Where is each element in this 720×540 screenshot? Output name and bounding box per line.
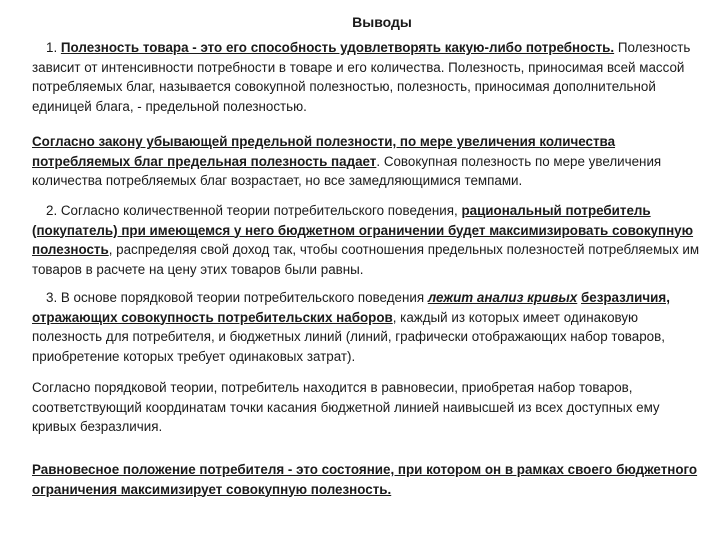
paragraph-2-text: . Совокупная полезность по мере увеличения количества потребляемых благ возрастает, но все замедляющимися темпами. [32, 153, 662, 188]
diminishing-utility-law: Согласно закону убывающей предельной полезности, по мере увеличения количества потребляемых благ предельная полезность падает [32, 134, 616, 169]
paragraph-4-intro: 3. В основе порядковой теории потребительского поведения [46, 290, 425, 305]
paragraph-3 [32, 201, 702, 279]
list-number-1: 1. [46, 40, 58, 55]
rational-consumer-statement: рациональный потребитель (покупатель) при имеющемся у него бюджетном ограничении будет максимизировать совокупную полезность [32, 203, 694, 257]
paragraph-1 [32, 38, 702, 116]
page-title: Выводы [352, 14, 412, 30]
paragraph-6 [32, 460, 702, 499]
consumer-sets-statement: безразличия, отражающих совокупность потребительских наборов [32, 290, 670, 325]
equilibrium-definition: Равновесное положение потребителя - это состояние, при котором он в рамках своего бюджетного ограничения максимизирует совокупную полезность. [32, 462, 698, 497]
indifference-curves-analysis: лежит анализ кривых [427, 290, 578, 305]
paragraph-5 [32, 378, 702, 437]
paragraph-3-text: , распределяя свой доход так, чтобы соотношения предельных полезностей потребляемых им товаров в расчете на цену этих товаров были равны. [32, 242, 700, 277]
paragraph-5-text: Согласно порядковой теории, потребитель находится в равновесии, приобретая набор товаров, соответствующий координатам точки касания бюджетной линией наивысшей из всех доступных ему кривых безразличия. [32, 380, 660, 434]
paragraph-4-text: , каждый из которых имеет одинаковую полезность для потребителя, и бюджетных линий (линий, графически отображающих набор товаров, приобретение которых требует одинаковых затрат). [32, 309, 665, 364]
paragraph-1-text: Полезность зависит от интенсивности потребности в товаре и его количества. Полезность, приносимая всей массой потребляемых благ, называется совокупной полезностью, полезность, приносимая дополнительной единицей блага, - предельной полезностью. [32, 40, 691, 114]
paragraph-3-intro: 2. Согласно количественной теории потребительского поведения, [46, 203, 458, 218]
utility-definition: Полезность товара - это его способность удовлетворять какую-либо потребность. [60, 40, 615, 55]
paragraph-2 [32, 132, 702, 191]
paragraph-4 [32, 288, 702, 366]
